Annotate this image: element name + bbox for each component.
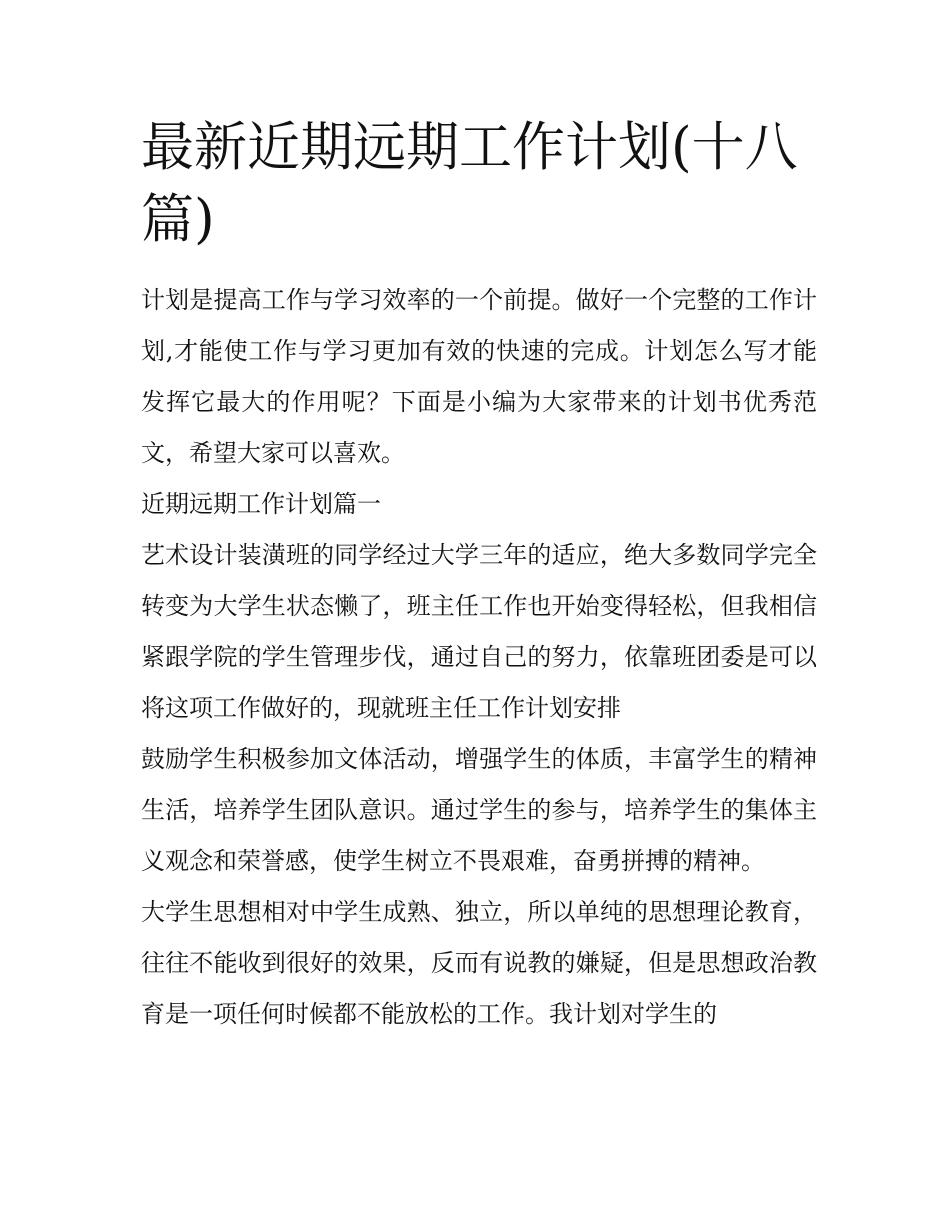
body-paragraph: 鼓励学生积极参加文体活动，增强学生的体质，丰富学生的精神生活，培养学生团队意识。通过学生的参与，培养学生的集体主义观念和荣誉感，使学生树立不畏艰难，奋勇拼搏的精神。 (141, 745, 817, 875)
body-paragraph: 艺术设计装潢班的同学经过大学三年的适应，绝大多数同学完全转变为大学生状态懒了，班主任工作也开始变得轻松，但我相信紧跟学院的学生管理步伐，通过自己的努力，依靠班团委是可以将这项工作做好的，现就班主任工作计划安排 (141, 541, 817, 722)
document-body (141, 275, 817, 1040)
section-heading: 近期远期工作计划篇一 (141, 490, 381, 518)
intro-paragraph: 计划是提高工作与学习效率的一个前提。做好一个完整的工作计划,才能使工作与学习更加有效的快速的完成。计划怎么写才能发挥它最大的作用呢？下面是小编为大家带来的计划书优秀范文，希望大家可以喜欢。 (141, 286, 817, 467)
body-paragraph: 大学生思想相对中学生成熟、独立，所以单纯的思想理论教育，往往不能收到很好的效果，反而有说教的嫌疑，但是思想政治教育是一项任何时候都不能放松的工作。我计划对学生的 (141, 898, 817, 1028)
document-title: 最新近期远期工作计划(十八篇) (141, 117, 798, 250)
